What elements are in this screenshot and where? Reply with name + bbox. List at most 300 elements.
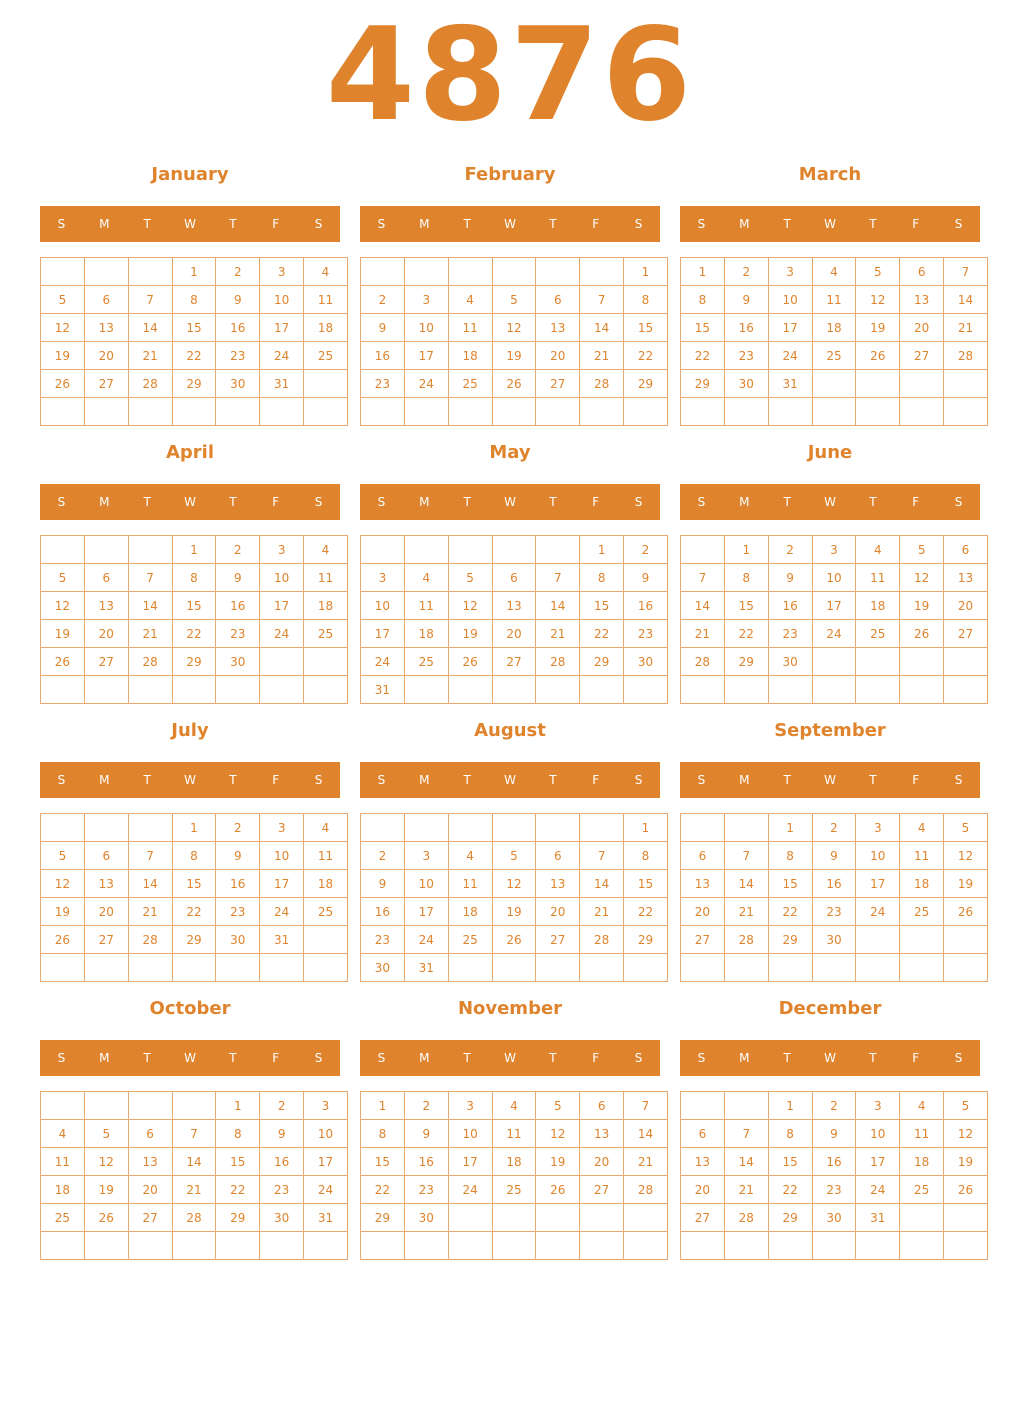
day-cell: 6 — [536, 286, 580, 314]
day-cell — [492, 676, 536, 704]
day-cell — [624, 954, 668, 982]
day-cell: 10 — [304, 1120, 348, 1148]
day-cell — [856, 954, 900, 982]
weekday-label: T — [783, 495, 791, 509]
weekday-label: T — [869, 773, 877, 787]
day-grid — [680, 813, 988, 982]
week-row — [361, 286, 668, 314]
day-cell: 7 — [128, 842, 172, 870]
day-cell: 21 — [580, 898, 624, 926]
week-row — [681, 592, 988, 620]
day-cell: 20 — [681, 1176, 725, 1204]
day-cell — [128, 954, 172, 982]
day-cell: 7 — [681, 564, 725, 592]
week-row — [41, 314, 348, 342]
week-row — [681, 676, 988, 704]
day-cell: 15 — [172, 870, 216, 898]
day-cell — [724, 398, 768, 426]
week-row — [361, 370, 668, 398]
day-cell: 25 — [304, 898, 348, 926]
week-row — [361, 1176, 668, 1204]
week-row — [681, 536, 988, 564]
day-cell: 25 — [900, 898, 944, 926]
day-cell: 2 — [260, 1092, 304, 1120]
day-cell: 5 — [944, 1092, 988, 1120]
week-row — [41, 342, 348, 370]
day-cell: 26 — [900, 620, 944, 648]
day-cell: 13 — [944, 564, 988, 592]
day-cell: 16 — [404, 1148, 448, 1176]
weekday-label: S — [697, 1051, 706, 1065]
day-cell: 6 — [536, 842, 580, 870]
day-cell: 9 — [260, 1120, 304, 1148]
day-cell: 14 — [536, 592, 580, 620]
day-cell: 12 — [41, 314, 85, 342]
day-cell: 19 — [856, 314, 900, 342]
weekday-label: S — [57, 1051, 66, 1065]
day-cell: 26 — [41, 370, 85, 398]
day-cell: 15 — [624, 314, 668, 342]
week-row — [681, 1232, 988, 1260]
day-cell: 6 — [84, 842, 128, 870]
day-cell: 10 — [768, 286, 812, 314]
week-row — [41, 258, 348, 286]
week-row — [41, 1176, 348, 1204]
day-cell: 22 — [216, 1176, 260, 1204]
weekday-label: T — [549, 773, 557, 787]
day-cell: 31 — [260, 926, 304, 954]
day-cell: 6 — [681, 842, 725, 870]
day-cell: 3 — [304, 1092, 348, 1120]
day-cell — [900, 648, 944, 676]
day-cell: 14 — [580, 314, 624, 342]
day-cell — [260, 398, 304, 426]
day-cell: 2 — [624, 536, 668, 564]
day-grid — [680, 535, 988, 704]
day-cell — [580, 258, 624, 286]
week-row — [361, 314, 668, 342]
day-cell: 2 — [812, 814, 856, 842]
day-cell: 3 — [361, 564, 405, 592]
day-cell — [172, 1092, 216, 1120]
week-row — [681, 370, 988, 398]
day-cell: 26 — [492, 926, 536, 954]
day-cell: 19 — [944, 870, 988, 898]
day-cell — [492, 954, 536, 982]
day-cell: 21 — [944, 314, 988, 342]
day-cell — [768, 954, 812, 982]
day-cell: 26 — [41, 648, 85, 676]
day-cell: 31 — [260, 370, 304, 398]
weekday-label: S — [377, 1051, 386, 1065]
day-cell: 28 — [536, 648, 580, 676]
weekday-header — [40, 206, 340, 242]
day-cell: 28 — [128, 648, 172, 676]
day-cell: 8 — [361, 1120, 405, 1148]
day-cell: 5 — [900, 536, 944, 564]
day-cell: 12 — [41, 592, 85, 620]
day-grid — [360, 813, 668, 982]
day-cell: 14 — [172, 1148, 216, 1176]
day-cell: 15 — [681, 314, 725, 342]
day-cell: 27 — [84, 370, 128, 398]
day-cell: 22 — [724, 620, 768, 648]
weekday-header — [40, 484, 340, 520]
day-cell: 17 — [361, 620, 405, 648]
day-cell — [304, 926, 348, 954]
day-cell — [856, 1232, 900, 1260]
day-cell: 21 — [128, 620, 172, 648]
weekday-label: F — [272, 495, 280, 509]
day-cell — [304, 398, 348, 426]
day-cell: 17 — [856, 1148, 900, 1176]
day-cell — [900, 676, 944, 704]
day-cell: 4 — [41, 1120, 85, 1148]
day-cell: 22 — [768, 1176, 812, 1204]
day-cell: 2 — [216, 258, 260, 286]
day-cell: 8 — [624, 842, 668, 870]
day-cell: 8 — [681, 286, 725, 314]
day-cell — [724, 676, 768, 704]
day-cell: 23 — [361, 370, 405, 398]
day-grid — [680, 1091, 988, 1260]
day-cell: 28 — [681, 648, 725, 676]
day-cell: 26 — [448, 648, 492, 676]
day-cell: 26 — [944, 1176, 988, 1204]
day-cell: 23 — [812, 1176, 856, 1204]
day-cell — [536, 398, 580, 426]
day-cell: 24 — [304, 1176, 348, 1204]
day-cell: 20 — [84, 620, 128, 648]
day-cell: 15 — [624, 870, 668, 898]
day-cell — [260, 676, 304, 704]
day-cell — [128, 1092, 172, 1120]
weekday-label: S — [954, 1051, 963, 1065]
day-cell: 8 — [580, 564, 624, 592]
weekday-label: S — [954, 773, 963, 787]
day-cell: 26 — [492, 370, 536, 398]
day-cell — [580, 814, 624, 842]
day-cell: 22 — [361, 1176, 405, 1204]
weekday-label: T — [549, 1051, 557, 1065]
day-cell: 18 — [41, 1176, 85, 1204]
day-cell: 11 — [492, 1120, 536, 1148]
day-cell: 16 — [812, 870, 856, 898]
day-grid — [360, 1091, 668, 1260]
day-cell: 20 — [580, 1148, 624, 1176]
day-cell: 17 — [812, 592, 856, 620]
day-cell — [900, 398, 944, 426]
day-cell: 9 — [216, 286, 260, 314]
day-cell: 11 — [404, 592, 448, 620]
week-row — [361, 1232, 668, 1260]
weekday-label: T — [463, 217, 471, 231]
day-cell — [260, 1232, 304, 1260]
day-cell: 3 — [856, 1092, 900, 1120]
day-cell: 4 — [900, 1092, 944, 1120]
day-cell: 14 — [724, 870, 768, 898]
day-cell: 28 — [944, 342, 988, 370]
day-cell — [681, 814, 725, 842]
day-cell: 29 — [681, 370, 725, 398]
week-row — [361, 1148, 668, 1176]
day-cell: 16 — [216, 870, 260, 898]
day-cell: 4 — [812, 258, 856, 286]
day-cell: 12 — [41, 870, 85, 898]
day-cell: 14 — [128, 592, 172, 620]
month-name: July — [171, 720, 209, 741]
day-cell: 6 — [492, 564, 536, 592]
week-row — [361, 536, 668, 564]
day-cell — [856, 926, 900, 954]
day-cell — [900, 370, 944, 398]
weekday-label: S — [377, 217, 386, 231]
day-cell: 22 — [681, 342, 725, 370]
day-cell: 18 — [448, 898, 492, 926]
week-row — [361, 842, 668, 870]
weekday-label: S — [954, 495, 963, 509]
day-cell: 3 — [260, 258, 304, 286]
weekday-label: W — [184, 773, 196, 787]
day-cell: 19 — [492, 898, 536, 926]
day-cell — [128, 676, 172, 704]
week-row — [681, 1092, 988, 1120]
day-cell — [681, 536, 725, 564]
weekday-label: M — [99, 217, 110, 231]
day-cell: 29 — [624, 370, 668, 398]
weekday-label: M — [739, 217, 750, 231]
weekday-label: F — [912, 1051, 920, 1065]
day-cell — [536, 814, 580, 842]
weekday-label: T — [143, 1051, 151, 1065]
day-cell: 13 — [900, 286, 944, 314]
day-cell: 5 — [84, 1120, 128, 1148]
day-cell: 14 — [128, 314, 172, 342]
day-cell — [536, 1232, 580, 1260]
day-cell: 8 — [768, 842, 812, 870]
day-cell: 25 — [41, 1204, 85, 1232]
day-cell: 20 — [128, 1176, 172, 1204]
day-cell: 22 — [172, 898, 216, 926]
day-cell: 29 — [216, 1204, 260, 1232]
day-cell — [492, 1232, 536, 1260]
day-cell: 20 — [536, 342, 580, 370]
day-cell: 5 — [944, 814, 988, 842]
weekday-label: F — [272, 1051, 280, 1065]
day-cell: 24 — [260, 620, 304, 648]
day-cell: 27 — [681, 1204, 725, 1232]
day-cell: 30 — [768, 648, 812, 676]
year-title: 4876 — [325, 1, 695, 150]
day-cell: 14 — [724, 1148, 768, 1176]
weekday-label: M — [99, 495, 110, 509]
day-cell — [580, 954, 624, 982]
weekday-label: T — [783, 217, 791, 231]
day-cell — [41, 258, 85, 286]
day-cell: 29 — [361, 1204, 405, 1232]
week-row — [41, 1148, 348, 1176]
day-cell: 9 — [404, 1120, 448, 1148]
weekday-label: S — [314, 773, 323, 787]
day-cell: 11 — [448, 314, 492, 342]
day-cell — [216, 954, 260, 982]
day-cell — [812, 954, 856, 982]
day-cell: 9 — [768, 564, 812, 592]
day-cell: 11 — [304, 842, 348, 870]
day-cell: 20 — [681, 898, 725, 926]
day-cell: 21 — [724, 898, 768, 926]
week-row — [41, 620, 348, 648]
weekday-label: S — [697, 495, 706, 509]
day-cell: 10 — [404, 870, 448, 898]
day-cell: 15 — [580, 592, 624, 620]
day-cell — [580, 1204, 624, 1232]
day-cell: 16 — [768, 592, 812, 620]
day-cell: 12 — [944, 842, 988, 870]
day-cell: 9 — [724, 286, 768, 314]
day-cell: 17 — [404, 898, 448, 926]
day-cell: 8 — [768, 1120, 812, 1148]
day-cell: 23 — [404, 1176, 448, 1204]
day-cell — [84, 258, 128, 286]
month-name: June — [807, 442, 853, 463]
day-cell — [681, 1092, 725, 1120]
day-cell: 17 — [260, 592, 304, 620]
day-cell: 28 — [172, 1204, 216, 1232]
day-cell: 9 — [361, 314, 405, 342]
day-cell: 7 — [724, 1120, 768, 1148]
day-cell — [84, 1092, 128, 1120]
day-cell: 5 — [41, 564, 85, 592]
day-cell — [812, 398, 856, 426]
day-cell — [84, 1232, 128, 1260]
day-cell: 25 — [448, 370, 492, 398]
day-cell: 21 — [536, 620, 580, 648]
day-grid — [40, 1091, 348, 1260]
day-cell: 23 — [216, 620, 260, 648]
week-row — [361, 398, 668, 426]
day-cell: 15 — [172, 314, 216, 342]
day-cell: 24 — [768, 342, 812, 370]
day-cell — [41, 954, 85, 982]
day-cell: 8 — [172, 842, 216, 870]
day-cell: 30 — [260, 1204, 304, 1232]
weekday-label: T — [869, 495, 877, 509]
weekday-label: T — [783, 1051, 791, 1065]
weekday-header — [680, 206, 980, 242]
weekday-label: W — [824, 217, 836, 231]
day-cell: 11 — [448, 870, 492, 898]
weekday-label: S — [954, 217, 963, 231]
day-cell — [724, 1092, 768, 1120]
weekday-label: F — [272, 773, 280, 787]
day-cell: 12 — [448, 592, 492, 620]
day-cell: 15 — [361, 1148, 405, 1176]
day-cell: 13 — [84, 592, 128, 620]
day-cell: 9 — [216, 842, 260, 870]
day-cell: 19 — [492, 342, 536, 370]
day-cell: 4 — [492, 1092, 536, 1120]
day-cell: 5 — [492, 286, 536, 314]
day-grid — [40, 535, 348, 704]
day-cell: 4 — [304, 814, 348, 842]
day-cell: 16 — [260, 1148, 304, 1176]
day-cell — [536, 536, 580, 564]
day-cell — [944, 676, 988, 704]
day-cell — [536, 954, 580, 982]
weekday-label: M — [419, 495, 430, 509]
day-cell: 24 — [260, 342, 304, 370]
week-row — [681, 814, 988, 842]
day-cell: 4 — [448, 842, 492, 870]
day-cell: 22 — [172, 342, 216, 370]
weekday-label: M — [419, 1051, 430, 1065]
day-cell: 1 — [724, 536, 768, 564]
day-cell: 1 — [361, 1092, 405, 1120]
day-cell: 6 — [128, 1120, 172, 1148]
weekday-label: F — [592, 773, 600, 787]
day-cell: 4 — [304, 536, 348, 564]
day-cell — [448, 398, 492, 426]
day-cell: 18 — [900, 870, 944, 898]
day-cell: 6 — [84, 564, 128, 592]
day-cell: 22 — [768, 898, 812, 926]
day-cell: 13 — [536, 870, 580, 898]
day-cell: 13 — [536, 314, 580, 342]
day-cell: 1 — [172, 536, 216, 564]
day-cell: 5 — [536, 1092, 580, 1120]
day-cell: 31 — [361, 676, 405, 704]
day-cell: 20 — [536, 898, 580, 926]
month-name: April — [165, 442, 215, 463]
day-cell: 27 — [681, 926, 725, 954]
day-cell: 18 — [856, 592, 900, 620]
week-row — [681, 620, 988, 648]
month-name: February — [464, 164, 556, 185]
day-cell: 1 — [624, 814, 668, 842]
weekday-header — [680, 1040, 980, 1076]
weekday-label: W — [824, 773, 836, 787]
day-cell: 24 — [856, 1176, 900, 1204]
weekday-label: M — [419, 773, 430, 787]
day-cell — [260, 648, 304, 676]
day-cell: 27 — [536, 926, 580, 954]
day-cell: 19 — [536, 1148, 580, 1176]
day-cell: 27 — [944, 620, 988, 648]
day-cell — [856, 676, 900, 704]
day-cell: 23 — [812, 898, 856, 926]
weekday-header — [40, 762, 340, 798]
weekday-label: F — [912, 495, 920, 509]
weekday-label: S — [697, 773, 706, 787]
day-cell: 23 — [216, 342, 260, 370]
week-row — [361, 620, 668, 648]
day-cell: 20 — [84, 342, 128, 370]
day-cell — [172, 954, 216, 982]
day-cell — [624, 1232, 668, 1260]
day-cell: 7 — [172, 1120, 216, 1148]
day-cell: 29 — [724, 648, 768, 676]
day-cell: 14 — [944, 286, 988, 314]
week-row — [681, 1148, 988, 1176]
weekday-label: W — [824, 495, 836, 509]
weekday-label: W — [184, 1051, 196, 1065]
day-cell — [361, 536, 405, 564]
day-cell — [128, 814, 172, 842]
day-cell — [768, 676, 812, 704]
day-cell: 1 — [580, 536, 624, 564]
day-cell: 29 — [768, 926, 812, 954]
